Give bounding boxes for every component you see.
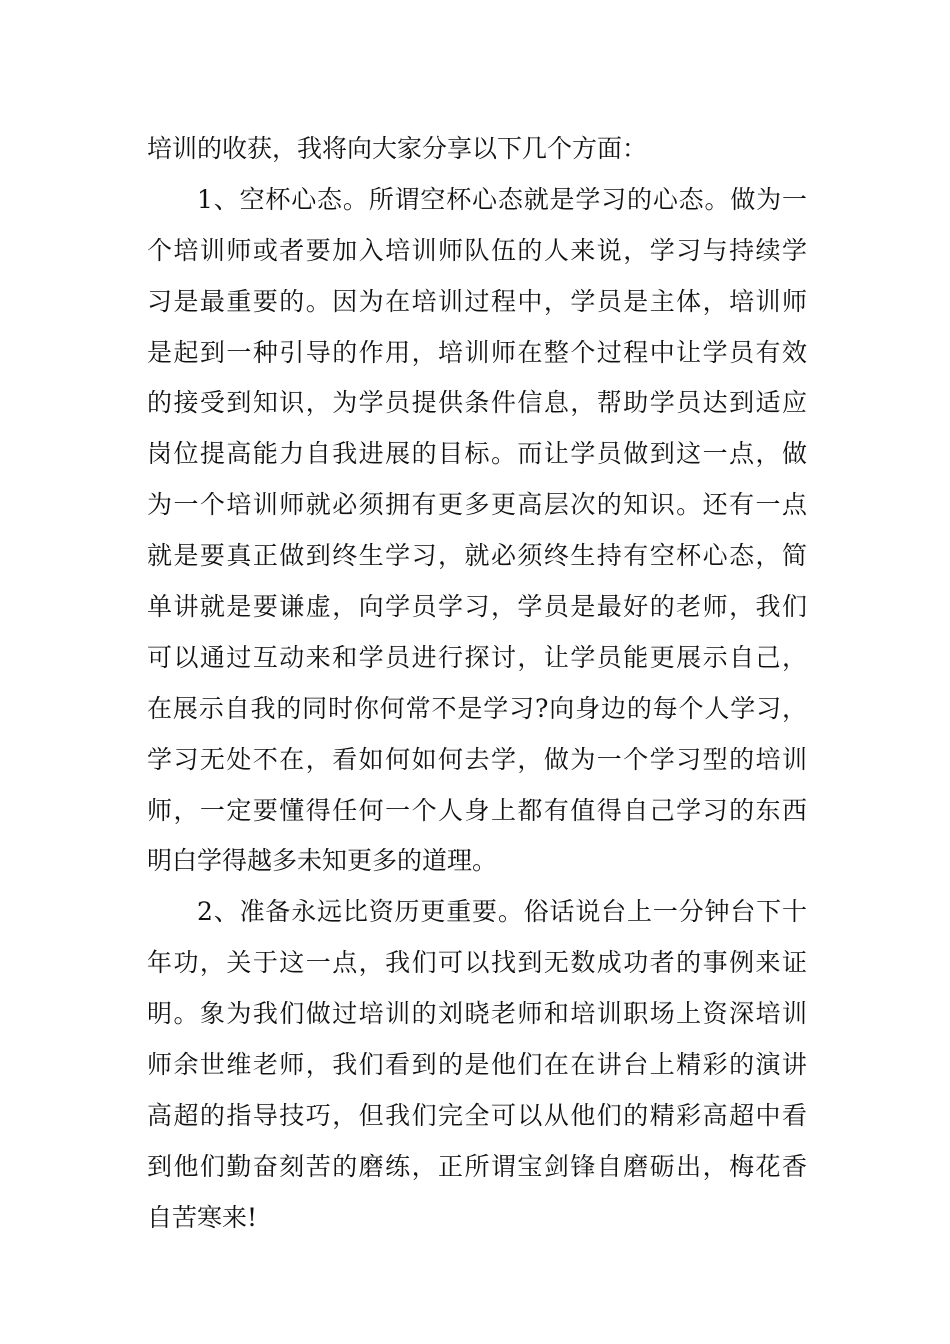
text-line: 为一个培训师就必须拥有更多更高层次的知识。还有一点 (147, 490, 807, 520)
text-line: 师，一定要懂得任何一个人身上都有值得自己学习的东西 (147, 795, 807, 825)
text-line: 可以通过互动来和学员进行探讨，让学员能更展示自己， (147, 642, 807, 672)
text-line: 是起到一种引导的作用，培训师在整个过程中让学员有效 (147, 337, 807, 367)
text-line: 学习无处不在，看如何如何去学，做为一个学习型的培训 (147, 744, 807, 774)
text-line: 1、空杯心态。所谓空杯心态就是学习的心态。做为一 (197, 184, 807, 214)
text-line: 2、准备永远比资历更重要。俗话说台上一分钟台下十 (197, 897, 807, 927)
text-line: 师余世维老师，我们看到的是他们在在讲台上精彩的演讲 (147, 1050, 807, 1080)
text-line: 习是最重要的。因为在培训过程中，学员是主体，培训师 (147, 286, 807, 316)
text-line: 单讲就是要谦虚，向学员学习，学员是最好的老师，我们 (147, 592, 807, 622)
text-line: 明。象为我们做过培训的刘晓老师和培训职场上资深培训 (147, 999, 807, 1029)
body-text (147, 124, 807, 1244)
text-line: 个培训师或者要加入培训师队伍的人来说，学习与持续学 (147, 235, 807, 265)
text-line: 年功，关于这一点，我们可以找到无数成功者的事例来证 (147, 948, 807, 978)
text-line: 就是要真正做到终生学习，就必须终生持有空杯心态，简 (147, 541, 807, 571)
text-line: 明白学得越多未知更多的道理。 (147, 846, 498, 876)
text-line: 培训的收获，我将向大家分享以下几个方面： (147, 134, 648, 163)
text-line: 到他们勤奋刻苦的磨练，正所谓宝剑锋自磨砺出，梅花香 (147, 1151, 807, 1181)
text-line: 岗位提高能力自我进展的目标。而让学员做到这一点，做 (147, 439, 807, 469)
text-line: 高超的指导技巧，但我们完全可以从他们的精彩高超中看 (147, 1100, 807, 1130)
text-line: 的接受到知识，为学员提供条件信息，帮助学员达到适应 (147, 388, 807, 418)
text-line: 自苦寒来! (147, 1202, 258, 1232)
text-line: 在展示自我的同时你何常不是学习?向身边的每个人学习， (147, 693, 807, 723)
